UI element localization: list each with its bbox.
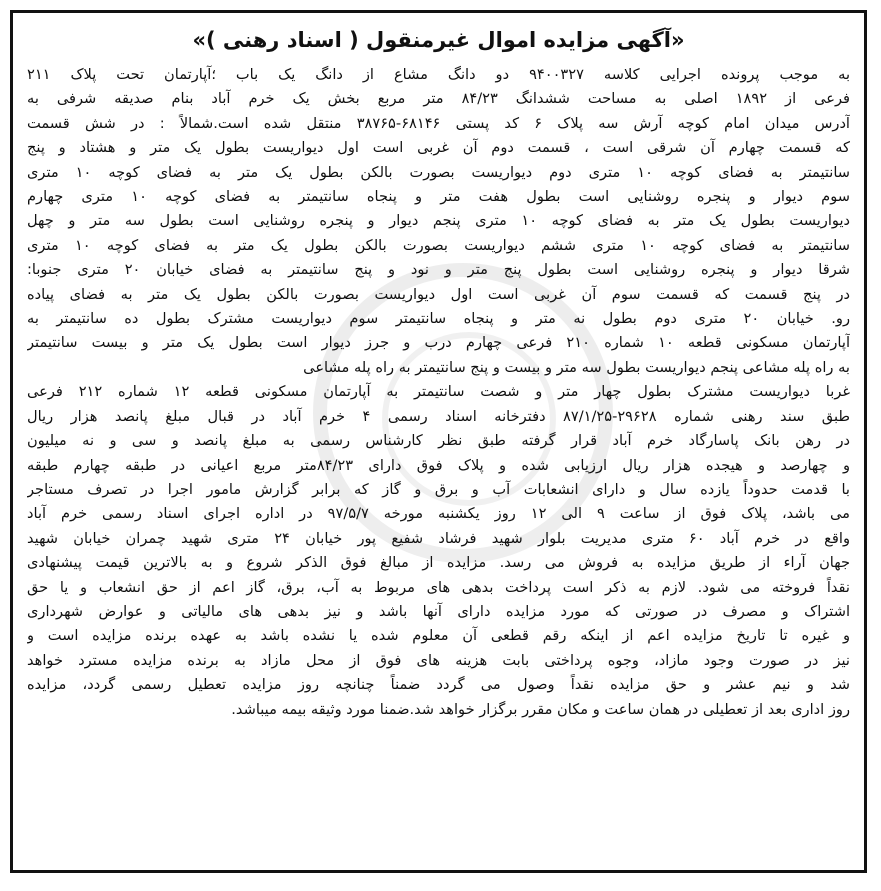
body-line: واقع در خرم آباد ۶۰ متری مدیریت بلوار شهید فرشاد شفیع پور خیابان ۲۴ متری شهید چمران خیابان شهید <box>27 529 850 547</box>
body-line: نقداً فروخته می شود. لازم به ذکر است پرداخت بدهی های مربوط به آب، برق، گاز اعم از حق انشعاب و یا حق <box>27 578 850 596</box>
body-line: در رهن بانک پاسارگاد خرم آباد قرار گرفته طبق نظر کارشناس رسمی به مبلغ پانصد و سی و نه میلیون <box>27 432 850 450</box>
body-line: و غیره تا تاریخ مزایده اعم از اینکه رقم قطعی آن معلوم شده یا نشده باشد به عهده برنده مزایده است و <box>27 627 850 645</box>
body-line: در پنج قسمت که قسمت سوم آن غربی است اول دیواریست بصورت بالکن بطول یک متر به فضای پیاده <box>27 285 850 303</box>
body-line: غربا دیواریست مشترک بطول چهار متر و شصت سانتیمتر به آپارتمان مسکونی قطعه ۱۲ شماره ۲۱۲ فرعی <box>27 383 850 401</box>
notice-title: «آگهی مزایده اموال غیرمنقول ( اسناد رهنی )» <box>192 28 685 52</box>
body-line: طبق سند رهنی شماره ۲۹۶۲۸-۸۷/۱/۲۵ دفترخانه اسناد رسمی ۴ خرم آباد در قبال مبلغ پانصد هزار ریال <box>27 407 850 425</box>
body-line: جهان آراء از طریق مزایده به فروش می رسد. مزایده از مبالغ فوق الذکر شروع و به بالاترین قیمت پیشنهادی <box>27 554 850 572</box>
body-line: سوم دیوار و پنجره روشنایی است بطول هفت متر و پنجاه سانتیمتر به فضای کوچه ۱۰ متری چهارم <box>27 188 850 206</box>
body-line: می باشد، پلاک فوق از ساعت ۹ الی ۱۲ روز یکشنبه مورخه ۹۷/۵/۷ در اداره اجرای اسناد رسمی خرم آباد <box>27 505 850 523</box>
body-line: سانتیمتر به فضای کوچه ۱۰ متری دوم دیواریست بصورت بالکن بطول یک متر به فضای کوچه ۱۰ متری <box>27 163 850 181</box>
body-line: فرعی از ۱۸۹۲ اصلی به مساحت ششدانگ ۸۴/۲۳ متر مربع بخش یک خرم آباد بنام صدیقه شرفی به <box>27 90 850 108</box>
body-line: دیواریست بطول یک متر به فضای کوچه ۱۰ متری پنجم دیوار و پنجره روشنایی است بطول سه متر و چهل <box>27 212 850 230</box>
body-line: رو. خیابان ۲۰ متری دوم بطول نه متر و پنجاه سانتیمتر سوم دیواریست مشترک بطول ده سانتیمتر به <box>27 310 850 328</box>
body-line: و چهارصد و هیجده هزار ریال ارزیابی شده و پلاک فوق دارای ۸۴/۲۳متر مربع اعیانی در طبقه چهارم طبقه <box>27 456 850 474</box>
body-line: که قسمت چهارم آن شرقی است ، قسمت دوم آن غربی است اول دیواریست بطول یک متر و هشتاد و پنج <box>27 139 850 157</box>
body-line: شرقا دیوار و پنجره روشنایی است بطول پنج متر و نود و پنج سانتیمتر به فضای خیابان ۲۰ متری جنوبا: <box>27 261 850 279</box>
body-line: شد و نیم عشر و حق مزایده نقداً وصول می گردد ضمناً چنانچه روز مزایده تعطیل رسمی گردد، مزایده <box>27 676 850 694</box>
body-line: اشتراک و مصرف در صورتی که مورد مزایده دارای آنها باشد و نیز بدهی های مالیاتی و عوارض شهرداری <box>27 602 850 620</box>
body-line: آپارتمان مسکونی قطعه ۱۰ شماره ۲۱۰ فرعی چهارم درب و جرز دیوار است بطول یک متر و بیست سانتیمتر <box>27 334 850 352</box>
body-line: آدرس میدان امام کوچه آرش سه پلاک ۶ کد پستی ۶۸۱۴۶-۳۸۷۶۵ منتقل شده است.شمالاً : در شش قسمت <box>27 114 850 132</box>
body-line: نیز در صورت وجود مازاد، وجوه پرداختی بابت هزینه های فوق از محل مازاد به برنده مزایده مسترد خواهد <box>27 651 850 669</box>
body-line: به راه پله مشاعی پنجم دیواریست بطول سه متر و بیست و پنج سانتیمتر به راه پله مشاعی <box>303 358 850 376</box>
body-line: سانتیمتر به فضای کوچه ۱۰ متری ششم دیواریست بصورت بالکن بطول یک متر به فضای کوچه ۱۰ متری <box>27 236 850 254</box>
notice-body <box>27 63 850 722</box>
notice-frame <box>10 10 867 873</box>
body-line: روز اداری بعد از تعطیلی در همان ساعت و مکان مقرر برگزار خواهد شد.ضمنا مورد وثیقه بیمه میباشد. <box>231 700 850 718</box>
body-line: به موجب پرونده اجرایی کلاسه ۹۴۰۰۳۲۷ دو دانگ مشاع از دانگ یک باب ؛آپارتمان تحت پلاک ۲۱۱ <box>27 66 850 83</box>
body-line: با قدمت حدوداً یازده سال و دارای انشعابات آب و برق و گاز که برابر گزارش مامور اجرا در تصرف مستاجر <box>27 480 850 498</box>
